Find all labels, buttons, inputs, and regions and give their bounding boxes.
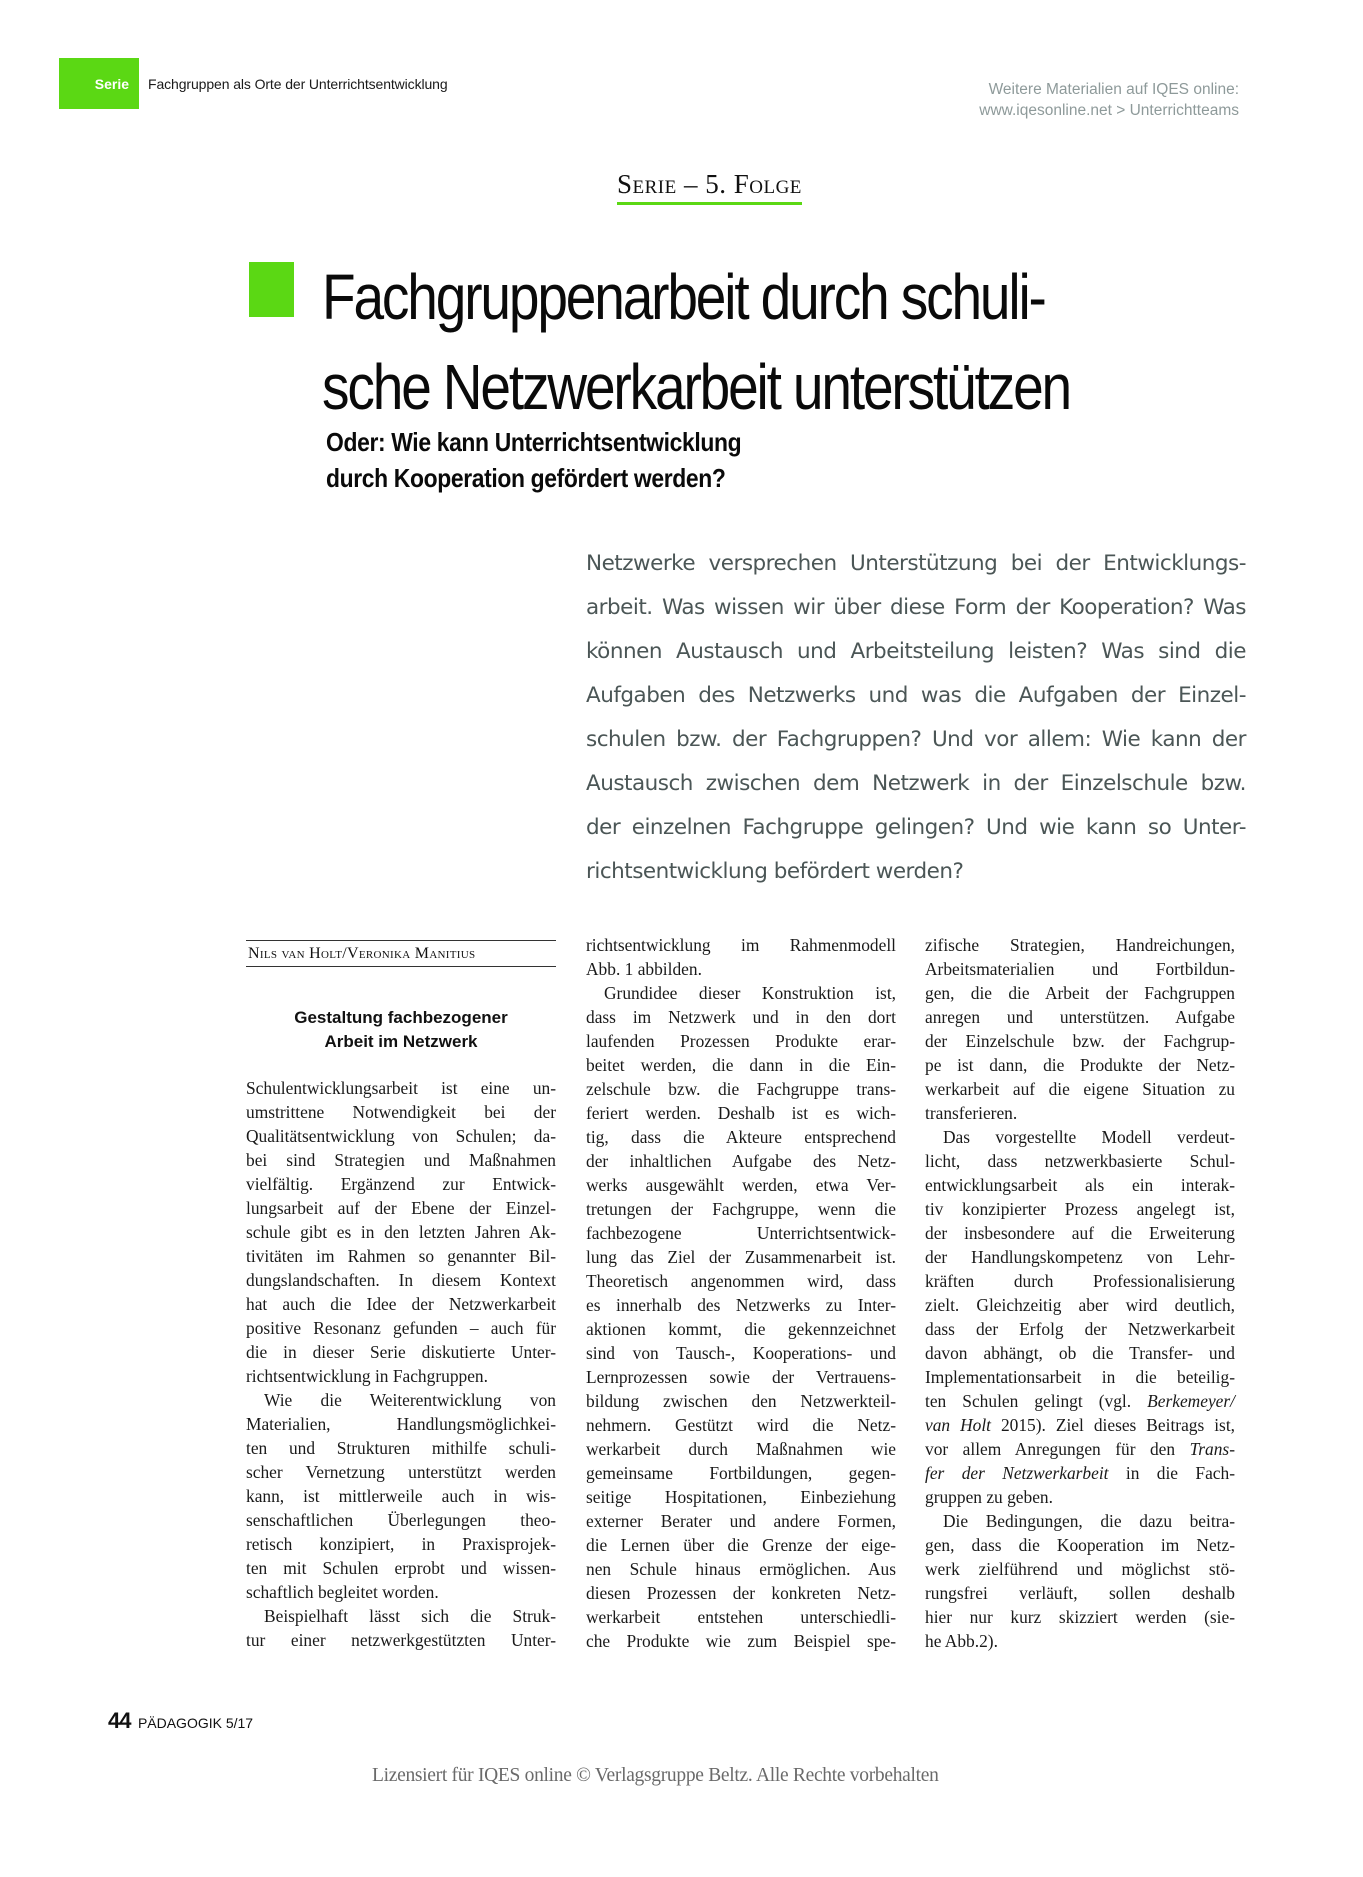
body-line: gemeinsame Fortbildungen, gegen-	[586, 1463, 896, 1483]
body-column-1	[246, 1076, 556, 1652]
body-line: werk zielführend und möglichst stö-	[925, 1559, 1235, 1579]
body-text: vor allem Anregungen für den	[925, 1439, 1190, 1459]
body-line: zelschule bzw. die Fachgruppe trans-	[586, 1079, 896, 1099]
body-text: ten Schulen gelingt (vgl.	[925, 1391, 1148, 1411]
lead-line: Netzwerke versprechen Unterstützung bei der Entwicklungs-	[586, 551, 1246, 576]
title-line: sche Netzwerkarbeit unterstützen	[322, 351, 1071, 423]
body-line: fachbezogene Unterrichtsentwick-	[586, 1223, 896, 1243]
article-title	[322, 252, 1070, 432]
subtitle-line: durch Kooperation gefördert werden?	[326, 463, 726, 493]
body-line: Beispielhaft lässt sich die Struk-	[264, 1606, 556, 1626]
body-line: kann, ist mittlerweile auch in wis-	[246, 1486, 556, 1506]
body-line	[925, 1461, 1235, 1485]
lead-line: können Austausch und Arbeitsteilung leisten? Was sind die	[586, 639, 1246, 664]
citation-author: van Holt	[925, 1415, 991, 1435]
body-line: laufenden Prozessen Produkte erar-	[586, 1031, 896, 1051]
body-line: Implementationsarbeit in die beteilig-	[925, 1367, 1235, 1387]
body-line: hat auch die Idee der Netzwerkarbeit	[246, 1294, 556, 1314]
body-line: diesen Prozessen der konkreten Netz-	[586, 1583, 896, 1603]
body-line: senschaftlichen Überlegungen theo-	[246, 1510, 556, 1530]
body-line: werkarbeit entstehen unterschiedli-	[586, 1607, 896, 1627]
body-line: tivitäten im Rahmen so genannter Bil-	[246, 1246, 556, 1266]
body-line: ten und Strukturen mithilfe schuli-	[246, 1438, 556, 1458]
body-line: die in dieser Serie diskutierte Unter-	[246, 1342, 556, 1362]
lead-line: richtsentwicklung befördert werden?	[586, 859, 964, 884]
body-line: he Abb.2).	[925, 1631, 998, 1651]
body-line: beitet werden, die dann in die Ein-	[586, 1055, 896, 1075]
lead-line: Austausch zwischen dem Netzwerk in der Einzelschule bzw.	[586, 771, 1246, 796]
body-line: der Einzelschule bzw. der Fachgrup-	[925, 1031, 1235, 1051]
series-kicker: Serie – 5. Folge	[617, 168, 802, 205]
body-line: dass im Netzwerk und in den dort	[586, 1007, 896, 1027]
body-line: Schulentwicklungsarbeit ist eine un-	[246, 1078, 556, 1098]
body-line: lung das Ziel der Zusammenarbeit ist.	[586, 1247, 896, 1267]
body-text: 2015). Ziel dieses Beitrags ist,	[991, 1415, 1235, 1435]
body-line: gruppen zu geben.	[925, 1487, 1053, 1507]
body-line: feriert werden. Deshalb ist es wich-	[586, 1103, 896, 1123]
body-line: die Lernen über die Grenze der eige-	[586, 1535, 896, 1555]
body-column-2	[586, 933, 896, 1653]
body-line: retisch konzipiert, in Praxisprojek-	[246, 1534, 556, 1554]
body-line: ten mit Schulen erprobt und wissen-	[246, 1558, 556, 1578]
body-line: der insbesondere auf die Erweiterung	[925, 1223, 1235, 1243]
body-line: Abb. 1 abbilden.	[586, 959, 702, 979]
lead-line: Aufgaben des Netzwerks und was die Aufgaben der Einzel-	[586, 683, 1246, 708]
body-line: licht, dass netzwerkbasierte Schul-	[925, 1151, 1235, 1171]
body-line: seitige Hospitationen, Einbeziehung	[586, 1487, 896, 1507]
license-notice: Lizensiert für IQES online © Verlagsgruppe Beltz. Alle Rechte vorbehalten	[372, 1765, 939, 1786]
lead-paragraph	[586, 542, 1246, 894]
body-line: gen, die die Arbeit der Fachgruppen	[925, 983, 1235, 1003]
body-line: zielt. Gleichzeitig aber wird deutlich,	[925, 1295, 1235, 1315]
body-line: Materialien, Handlungsmöglichkei-	[246, 1414, 556, 1434]
body-line: dungslandschaften. In diesem Kontext	[246, 1270, 556, 1290]
body-line: werks ausgewählt werden, etwa Ver-	[586, 1175, 896, 1195]
body-line	[925, 1413, 1235, 1437]
body-line: tretungen der Fachgruppe, wenn die	[586, 1199, 896, 1219]
series-badge-label: Serie	[94, 75, 129, 92]
iqes-materials-note	[979, 79, 1239, 121]
section-heading-line: Gestaltung fachbezogener	[294, 1008, 508, 1027]
body-line: Lernprozessen sowie der Vertrauens-	[586, 1367, 896, 1387]
lead-line: arbeit. Was wissen wir über diese Form der Kooperation? Was	[586, 595, 1246, 620]
section-heading-line: Arbeit im Netzwerk	[324, 1032, 478, 1051]
body-line: davon abhängt, ob die Transfer- und	[925, 1343, 1235, 1363]
body-line: rungsfrei verläuft, sollen deshalb	[925, 1583, 1235, 1603]
subtitle-line: Oder: Wie kann Unterrichtsentwicklung	[326, 427, 742, 457]
body-column-3	[925, 933, 1235, 1653]
body-line: lungsarbeit auf der Ebene der Einzel-	[246, 1198, 556, 1218]
body-line: transferieren.	[925, 1103, 1018, 1123]
body-line: gen, dass die Kooperation im Netz-	[925, 1535, 1235, 1555]
body-text: in die Fach-	[1108, 1463, 1235, 1483]
body-line: bildung zwischen den Netzwerkteil-	[586, 1391, 896, 1411]
iqes-link[interactable]: www.iqesonline.net > Unterrichtteams	[979, 102, 1239, 119]
body-line: der Handlungskompetenz von Lehr-	[925, 1247, 1235, 1267]
body-line: Grundidee dieser Konstruktion ist,	[604, 983, 896, 1003]
body-line: aktionen kommt, die gekennzeichnet	[586, 1319, 896, 1339]
body-line: positive Resonanz gefunden – auch für	[246, 1318, 556, 1338]
body-line: Wie die Weiterentwicklung von	[264, 1390, 556, 1410]
body-line: tiv konzipierter Prozess angelegt ist,	[925, 1199, 1235, 1219]
body-line: richtsentwicklung im Rahmenmodell	[586, 935, 896, 955]
body-line: der inhaltlichen Aufgabe des Netz-	[586, 1151, 896, 1171]
body-line: umstrittene Notwendigkeit bei der	[246, 1102, 556, 1122]
title-line: Fachgruppenarbeit durch schuli-	[322, 261, 1045, 333]
iqes-note-line: Weitere Materialien auf IQES online:	[988, 81, 1239, 98]
body-line: nehmern. Gestützt wird die Netz-	[586, 1415, 896, 1435]
body-line: dass der Erfolg der Netzwerkarbeit	[925, 1319, 1235, 1339]
magazine-issue: PÄDAGOGIK 5/17	[137, 1715, 254, 1731]
body-line: es innerhalb des Netzwerks zu Inter-	[586, 1295, 896, 1315]
author-byline: Nils van Holt/Veronika Manitius	[246, 940, 556, 967]
body-line	[925, 1437, 1235, 1461]
body-line: bei sind Strategien und Maßnahmen	[246, 1150, 556, 1170]
emphasis-text: fer der Netzwerkarbeit	[925, 1463, 1109, 1483]
body-line	[925, 1389, 1235, 1413]
body-line: werkarbeit durch Maßnahmen wie	[586, 1439, 896, 1459]
body-line: Arbeitsmaterialien und Fortbildun-	[925, 959, 1235, 979]
title-square-icon	[249, 262, 294, 317]
body-line: nen Schule hinaus ermöglichen. Aus	[586, 1559, 896, 1579]
citation-author: Berkemeyer/	[1147, 1391, 1235, 1411]
emphasis-text: Trans-	[1189, 1439, 1235, 1459]
page-number: 44	[108, 1708, 131, 1733]
body-line: anregen und unterstützen. Aufgabe	[925, 1007, 1235, 1027]
body-line: tig, dass die Akteure entsprechend	[586, 1127, 896, 1147]
lead-line: der einzelnen Fachgruppe gelingen? Und wie kann so Unter-	[586, 815, 1246, 840]
body-line: entwicklungsarbeit als ein interak-	[925, 1175, 1235, 1195]
body-line: schaftlich begleitet worden.	[246, 1582, 439, 1602]
body-line: Theoretisch angenommen wird, dass	[586, 1271, 896, 1291]
section-heading	[246, 1006, 556, 1054]
body-line: richtsentwicklung in Fachgruppen.	[246, 1366, 488, 1386]
body-line: che Produkte wie zum Beispiel spe-	[586, 1631, 896, 1651]
body-line: externer Berater und andere Formen,	[586, 1511, 896, 1531]
series-badge	[59, 58, 139, 109]
body-line: vielfältig. Ergänzend zur Entwick-	[246, 1174, 556, 1194]
article-subtitle	[326, 424, 741, 496]
body-line: Die Bedingungen, die dazu beitra-	[943, 1511, 1235, 1531]
body-line: schule gibt es in den letzten Jahren Ak-	[246, 1222, 556, 1242]
body-line: Qualitätsentwicklung von Schulen; da-	[246, 1126, 556, 1146]
body-line: hier nur kurz skizziert werden (sie-	[925, 1607, 1235, 1627]
body-line: tur einer netzwerkgestützten Unter-	[246, 1630, 556, 1650]
body-line: sind von Tausch-, Kooperations- und	[586, 1343, 896, 1363]
body-line: zifische Strategien, Handreichungen,	[925, 935, 1235, 955]
page-folio	[108, 1708, 253, 1734]
body-line: kräften durch Professionalisierung	[925, 1271, 1235, 1291]
lead-line: schulen bzw. der Fachgruppen? Und vor allem: Wie kann der	[586, 727, 1246, 752]
body-line: pe ist dann, die Produkte der Netz-	[925, 1055, 1235, 1075]
series-topic: Fachgruppen als Orte der Unterrichtsentwicklung	[148, 76, 448, 92]
body-line: werkarbeit auf die eigene Situation zu	[925, 1079, 1235, 1099]
body-line: Das vorgestellte Modell verdeut-	[943, 1127, 1235, 1147]
body-line: scher Vernetzung unterstützt werden	[246, 1462, 556, 1482]
